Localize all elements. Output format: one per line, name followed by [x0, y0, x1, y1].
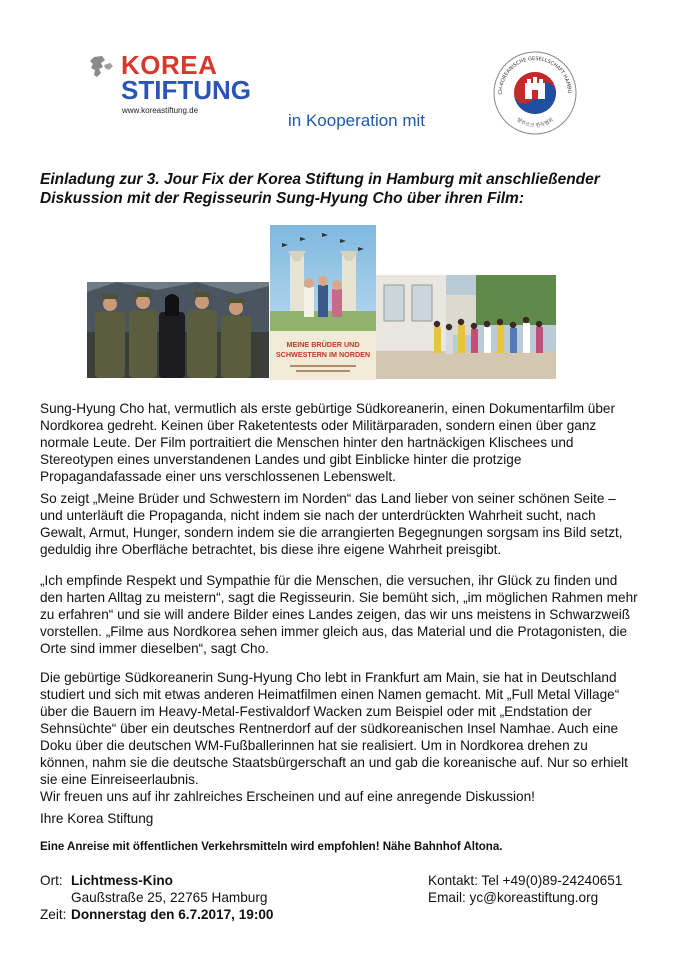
contact-phone[interactable]: Kontakt: Tel +49(0)89-24240651 — [428, 873, 623, 888]
seal-text-top: CH-KOREANISCHE GESELLSCHAFT HAMBU — [497, 55, 573, 95]
paragraph-biography — [40, 669, 638, 805]
contact-email[interactable]: Email: yc@koreastiftung.org — [428, 890, 599, 905]
paragraph-quote: „Ich empfinde Respekt und Sympathie für die Menschen, die versuchen, ihr Glück zu finden und den harten Alltag zu meistern“, sagt die Regisseurin. Sie bemüht sich, „im möglichen Rahmen mehr zu erfahren“ und sie will andere Bilder eines Landes zeigen, das wir uns meistens in Schwarzweiß vorstellen. „Filme aus Nordkorea sehen immer gleich aus, das Material und die Protagonisten, die Orte sind immer dieselben“, sagt Cho. — [40, 573, 638, 656]
seal-text-bottom: 함부르크 한독협회 — [515, 117, 555, 130]
cooperation-label: in Kooperation mit — [288, 111, 426, 130]
zeit-label: Zeit: — [40, 907, 67, 922]
logo-url[interactable]: www.koreastiftung.de — [122, 106, 199, 115]
transit-hint: Eine Anreise mit öffentlichen Verkehrsmitteln wird empfohlen! Nähe Bahnhof Altona. — [40, 841, 503, 853]
logo-stiftung-word — [121, 77, 251, 103]
invitation-headline: Einladung zur 3. Jour Fix der Korea Stiftung in Hamburg mit anschließender Diskussion mit der Regisseurin Sung-Hyung Cho über ihren Film: — [40, 171, 600, 207]
closing-text: Wir freuen uns auf ihr zahlreiches Erscheinen und auf eine anregende Diskussion! — [40, 789, 535, 804]
logo-stiftung-text: STIFTUNG — [121, 75, 251, 105]
film-still-soldiers — [87, 282, 269, 378]
film-still-crowd — [376, 275, 556, 379]
paragraph-intro: Sung-Hyung Cho hat, vermutlich als erste gebürtige Südkoreanerin, einen Dokumentarfilm über Nordkorea gedreht. Keinen über Raketentests oder Militärparaden, sondern einen über ganz normale Leute. Der Film portraitiert die Menschen hinter den hartnäckigen Klischees und Stereotypen eines unverstandenen Landes und gibt Einblicke hinter die protzige Propagandafassade einer uns verschlossenen Lebenswelt. — [40, 401, 616, 484]
dkg-hamburg-seal-icon — [492, 50, 578, 136]
logo-korea-text: KOREA — [121, 50, 218, 80]
venue-name: Lichtmess-Kino — [71, 873, 173, 888]
signoff: Ihre Korea Stiftung — [40, 811, 154, 826]
biography-text: Die gebürtige Südkoreanerin Sung-Hyung Cho lebt in Frankfurt am Main, sie hat in Deutschland studiert und sich mit etwas anderen Heimatfilmen einen Namen gemacht. Mit „Full Metal Village“ über die Bauern im Heavy-Metal-Festivaldorf Wacken zum Beispiel oder mit „Endstation der Sehnsüchte“ über ein deutsches Rentnerdorf auf der südkoreanischen Insel Namhae. Auch eine Doku über die deutschen WM-Fußballerinnen hat sie realisiert. Um in Nordkorea drehen zu können, nahm sie die deutsche Staatsbürgerschaft an und gab die koreanische auf. Nur so erhielt sie eine Einreiseerlaubnis. — [40, 670, 628, 787]
film-poster — [270, 225, 376, 380]
ort-label: Ort: — [40, 873, 63, 888]
event-datetime: Donnerstag den 6.7.2017, 19:00 — [71, 907, 274, 922]
paragraph-propaganda: So zeigt „Meine Brüder und Schwestern im Norden“ das Land lieber von seiner schönen Seite – und unterläuft die Propaganda, nicht indem sie nach der unterdrückten Wahrheit sucht, nach Gewalt, Armut, Hunger, sondern indem sie die arrangierten Begegnungen sorgsam ins Bild setzt, geduldig ihre Oberfläche betrachtet, bis diese ihre eigene Wahrheit preisgibt. — [40, 491, 623, 557]
poster-title-line1: MEINE BRÜDER UND — [286, 340, 360, 349]
poster-title-line2: SCHWESTERN IM NORDEN — [275, 350, 371, 359]
venue-address: Gaußstraße 25, 22765 Hamburg — [71, 890, 268, 905]
korea-map-logo-icon — [88, 55, 118, 81]
